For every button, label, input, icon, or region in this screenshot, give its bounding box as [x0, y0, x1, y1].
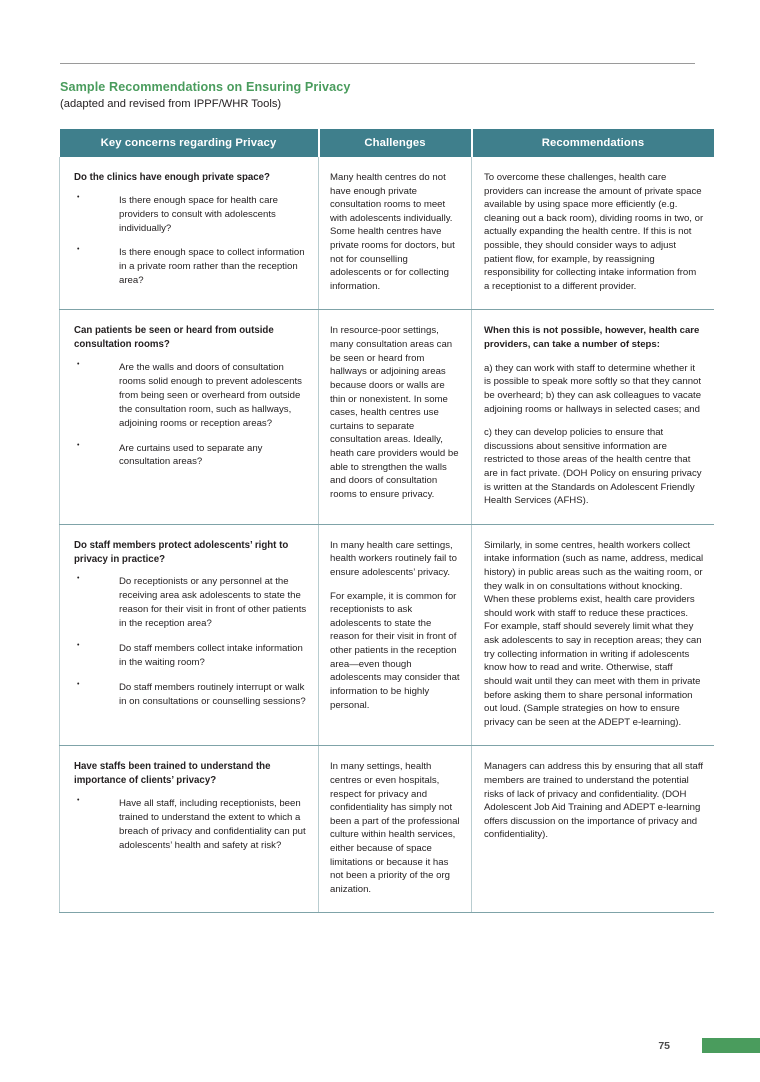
- concern-bullet-list: [74, 194, 308, 288]
- top-rule-divider: [60, 63, 695, 64]
- page-title: Sample Recommendations on Ensuring Privacy: [60, 80, 351, 94]
- table-row: [60, 746, 714, 913]
- cell-challenges: [319, 524, 472, 746]
- concern-heading: Do staff members protect adolescents’ right to privacy in practice?: [74, 539, 289, 565]
- challenge-paragraph: In many settings, health centres or even hospitals, respect for privacy and confidentiality has simply not been a part of the professional culture within health services, either because of space limitations or because it has not been a priority of the org anization.: [330, 761, 460, 895]
- recommendation-paragraph: c) they can develop policies to ensure that discussions about sensitive information are restricted to those areas of the health centre that are in fact private. (DOH Policy on ensuring privacy is written at the Standards on Adolescent Friendly Health Services (AFHS).: [484, 427, 702, 507]
- cell-key-concerns: [60, 310, 319, 524]
- table-header-row: [60, 129, 714, 157]
- concern-bullet-list: [74, 797, 308, 853]
- column-header-challenges: Challenges: [319, 129, 472, 157]
- page-footer: [0, 1038, 760, 1060]
- concern-heading: Do the clinics have enough private space?: [74, 172, 270, 183]
- cell-challenges: [319, 157, 472, 310]
- table-row: [60, 157, 714, 310]
- cell-key-concerns: [60, 157, 319, 310]
- cell-challenges: [319, 746, 472, 913]
- column-header-concerns: Key concerns regarding Privacy: [60, 129, 319, 157]
- concern-heading: Can patients be seen or heard from outside consultation rooms?: [74, 325, 274, 351]
- cell-recommendations: [472, 524, 714, 746]
- list-item: • Have all staff, including receptionists, been trained to understand the extent to which a breach of privacy and confidentiality can put adolescents’ health and safety at risk?: [74, 797, 308, 853]
- list-item: • Do staff members collect intake information in the waiting room?: [74, 642, 308, 670]
- cell-key-concerns: [60, 524, 319, 746]
- cell-recommendations: [472, 746, 714, 913]
- table-row: [60, 524, 714, 746]
- page-number: 75: [658, 1040, 670, 1052]
- challenge-paragraph: In many health care settings, health workers routinely fail to ensure adolescents’ privacy.: [330, 539, 457, 579]
- cell-recommendations: [472, 310, 714, 524]
- list-item: • Is there enough space for health care providers to consult with adolescents individually?: [74, 194, 308, 236]
- list-item: • Do staff members routinely interrupt or walk in on consultations or counselling sessions?: [74, 681, 308, 709]
- challenge-paragraph: In resource-poor settings, many consultation areas can be seen or heard from hallways or adjoining areas because doors or walls are thin or nonexistent. In some cases, health centres use curtains to separate consultation areas. Ideally, heath care providers would be able to strengthen the walls and doors of consultation rooms to ensure privacy.: [330, 325, 459, 500]
- list-item: • Do receptionists or any personnel at the receiving area ask adolescents to state the reason for their visit in front of other patients in the reception area?: [74, 575, 308, 631]
- cell-recommendations: [472, 157, 714, 310]
- recommendation-paragraph: Similarly, in some centres, health workers collect intake information (such as name, address, medical history) in public areas such as the waiting room, or they walk in on consultations without knocking. When these problems exist, health care providers should work with staff to reduce these practices. For example, staff should severely limit what they ask adolescents to say in reception areas; they can try collecting information in writing if adolescents know how to read and write. Otherwise, staff should wait until they can meet with them in private before asking them to share personal information out loud. (Sample strategies on how to ensure privacy can be seen at the ADEPT e-learning).: [484, 539, 704, 728]
- column-header-recommendations: Recommendations: [472, 129, 714, 157]
- page-subtitle: (adapted and revised from IPPF/WHR Tools): [60, 97, 282, 110]
- table-body: [60, 157, 714, 913]
- table-row: [60, 310, 714, 524]
- concern-heading: Have staffs been trained to understand the importance of clients’ privacy?: [74, 761, 271, 787]
- title-block: [60, 80, 710, 111]
- list-item: • Is there enough space to collect information in a private room rather than the reception area?: [74, 246, 308, 288]
- recommendation-paragraph: To overcome these challenges, health care providers can increase the amount of private space available by using space more efficiently (e.g. cleaning out a back room), dividing rooms in two, or actually expanding the health centre. If this is not possible, they should consider ways to adjust patient flow, for example, by reassigning responsibility for collecting intake information from a receptionist to a different provider.: [484, 172, 704, 292]
- recommendation-lead: When this is not possible, however, health care providers, can take a number of steps:: [484, 325, 700, 351]
- recommendation-paragraph: a) they can work with staff to determine whether it is possible to speak more softly so that they cannot be overheard; b) they can ask colleagues to vacate adjoining rooms or hallways in selected cases; and: [484, 362, 702, 415]
- challenge-paragraph: For example, it is common for receptionists to ask adolescents to state the reason for their visit in front of other patients in the reception area—even though adolescents may consider that information to be highly personal.: [330, 590, 460, 711]
- concern-bullet-list: [74, 361, 308, 469]
- concern-bullet-list: [74, 575, 308, 708]
- recommendation-paragraph: Managers can address this by ensuring that all staff members are trained to understand the potential risks of lack of privacy and confidentiality. (DOH Adolescent Job Aid Training and ADEPT e-learning offers discussion on the importance of privacy and confidentiality).: [484, 761, 704, 841]
- footer-accent-bar: [702, 1038, 760, 1053]
- challenge-paragraph: Many health centres do not have enough private consultation rooms to meet with adolescents individually. Some health centres have private rooms for doctors, but not for counselling adolescents or for collecting information.: [330, 172, 455, 292]
- recommendations-table: [59, 129, 714, 913]
- table-header: [60, 129, 714, 157]
- cell-key-concerns: [60, 746, 319, 913]
- cell-challenges: [319, 310, 472, 524]
- list-item: • Are the walls and doors of consultation rooms solid enough to prevent adolescents from being seen or overheard from outside the consultation room, such as hallways, adjoining rooms or reception areas?: [74, 361, 308, 431]
- list-item: • Are curtains used to separate any consultation areas?: [74, 442, 308, 470]
